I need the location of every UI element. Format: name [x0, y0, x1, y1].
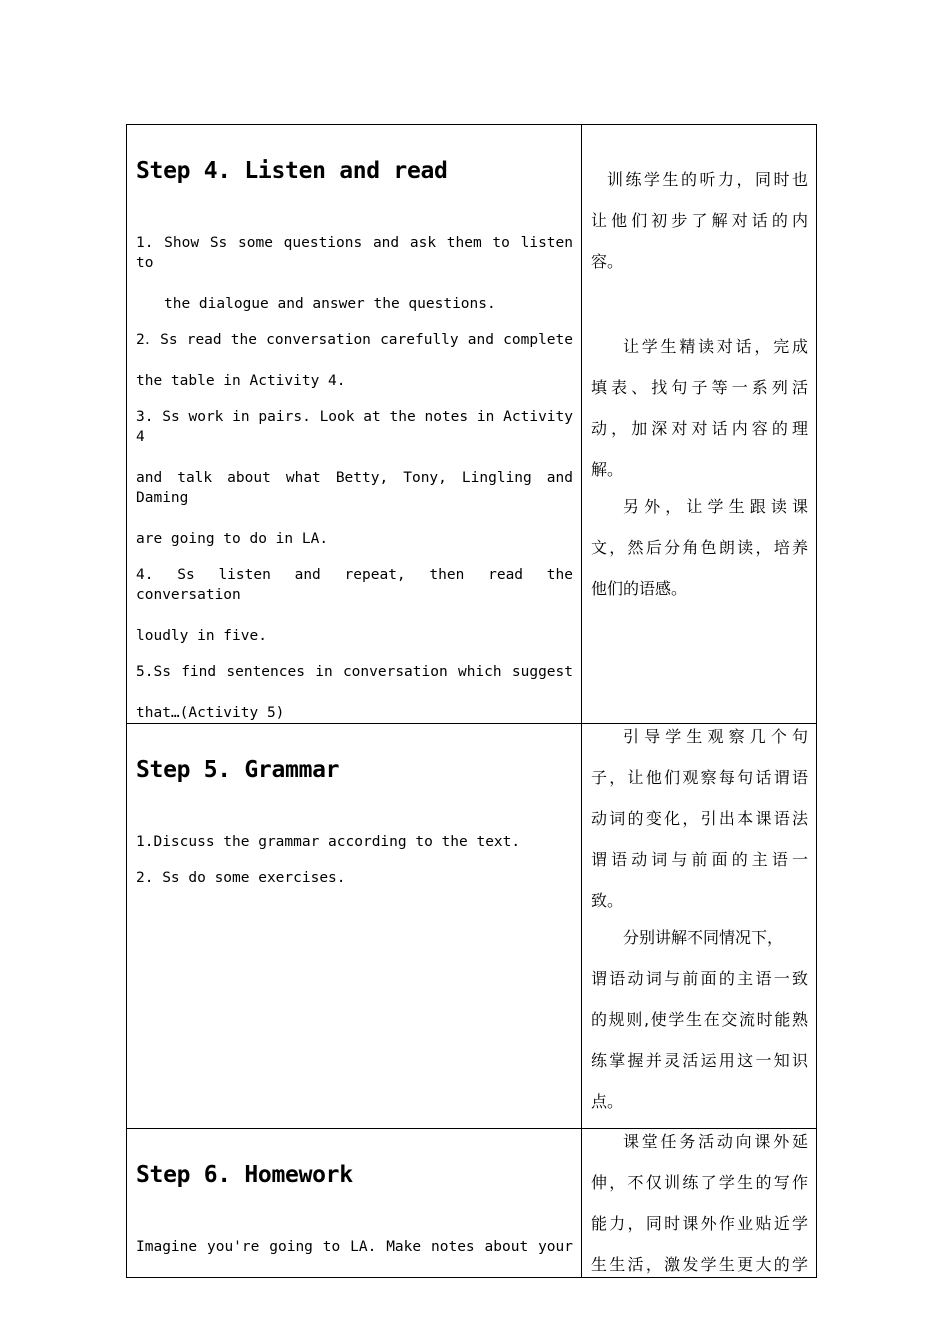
step5-row — [127, 724, 817, 1129]
step5-note: 练掌握并灵活运用这一知识 — [591, 1051, 808, 1070]
step4-line: that…(Activity 5) — [136, 705, 285, 721]
step6-note: 生生活，激发学生更大的学 — [591, 1255, 808, 1274]
step4-line: 4. Ss listen and repeat, then read the conversation — [136, 567, 573, 603]
step6-note: 能力，同时课外作业贴近学 — [591, 1214, 808, 1233]
step6-note: 伸，不仅训练了学生的写作 — [591, 1173, 808, 1192]
step5-note: 引导学生观察几个句 — [623, 727, 808, 746]
step4-line: 5.Ss find sentences in conversation which suggest — [136, 664, 573, 680]
step5-line: 1.Discuss the grammar according to the text. — [136, 834, 521, 850]
step5-title: Step 5. Grammar — [136, 757, 340, 783]
step4-note: 动，加深对对话内容的理 — [591, 419, 808, 438]
step5-note: 谓语动词与前面的主语一 — [591, 850, 808, 869]
step6-note: 课堂任务活动向课外延 — [623, 1132, 808, 1151]
step4-line: are going to do in LA. — [136, 531, 329, 547]
lesson-plan-table — [126, 124, 817, 1278]
step4-line: and talk about what Betty, Tony, Lingling and Daming — [136, 470, 573, 506]
step5-note: 分别讲解不同情况下， — [623, 928, 784, 947]
step6-notes-cell — [582, 1129, 817, 1278]
step5-note: 子，让他们观察每句话谓语 — [591, 768, 808, 787]
step4-note: 训练学生的听力，同时也 — [607, 170, 808, 189]
step4-line: the table in Activity 4. — [136, 373, 346, 389]
step5-line: 2. Ss do some exercises. — [136, 870, 346, 886]
step6-procedure-cell — [127, 1129, 582, 1278]
step6-row — [127, 1129, 817, 1278]
step4-note: 让学生精读对话，完成 — [623, 337, 808, 356]
step5-note: 谓语动词与前面的主语一致 — [591, 969, 808, 988]
step5-procedure-cell — [127, 724, 582, 1129]
step4-note: 另外，让学生跟读课 — [623, 497, 808, 516]
step5-note: 动词的变化，引出本课语法 — [591, 809, 808, 828]
step5-note: 的规则,使学生在交流时能熟 — [591, 1010, 808, 1029]
step4-line: the dialogue and answer the questions. — [164, 296, 496, 312]
step4-note: 解。 — [591, 460, 624, 479]
step4-line: 2．Ss read the conversation carefully and complete — [136, 332, 573, 348]
step4-notes-cell — [582, 125, 817, 724]
step4-line: 3. Ss work in pairs. Look at the notes in Activity 4 — [136, 409, 573, 445]
step4-line: 1. Show Ss some questions and ask them to listen to — [136, 235, 573, 271]
step4-note: 他们的语感。 — [591, 579, 688, 598]
step6-title: Step 6. Homework — [136, 1162, 353, 1188]
step4-note: 填表、找句子等一系列活 — [591, 378, 808, 397]
step4-note: 让他们初步了解对话的内 — [591, 211, 808, 230]
step4-row — [127, 125, 817, 724]
step6-line: Imagine you're going to LA. Make notes about your — [136, 1239, 573, 1255]
step5-notes-cell — [582, 724, 817, 1129]
step4-note: 文，然后分角色朗读，培养 — [591, 538, 808, 557]
step4-title: Step 4. Listen and read — [136, 158, 448, 184]
step5-note: 致。 — [591, 891, 624, 910]
step5-note: 点。 — [591, 1092, 624, 1111]
step4-line: loudly in five. — [136, 628, 267, 644]
step4-note: 容。 — [591, 252, 624, 271]
step4-procedure-cell — [127, 125, 582, 724]
